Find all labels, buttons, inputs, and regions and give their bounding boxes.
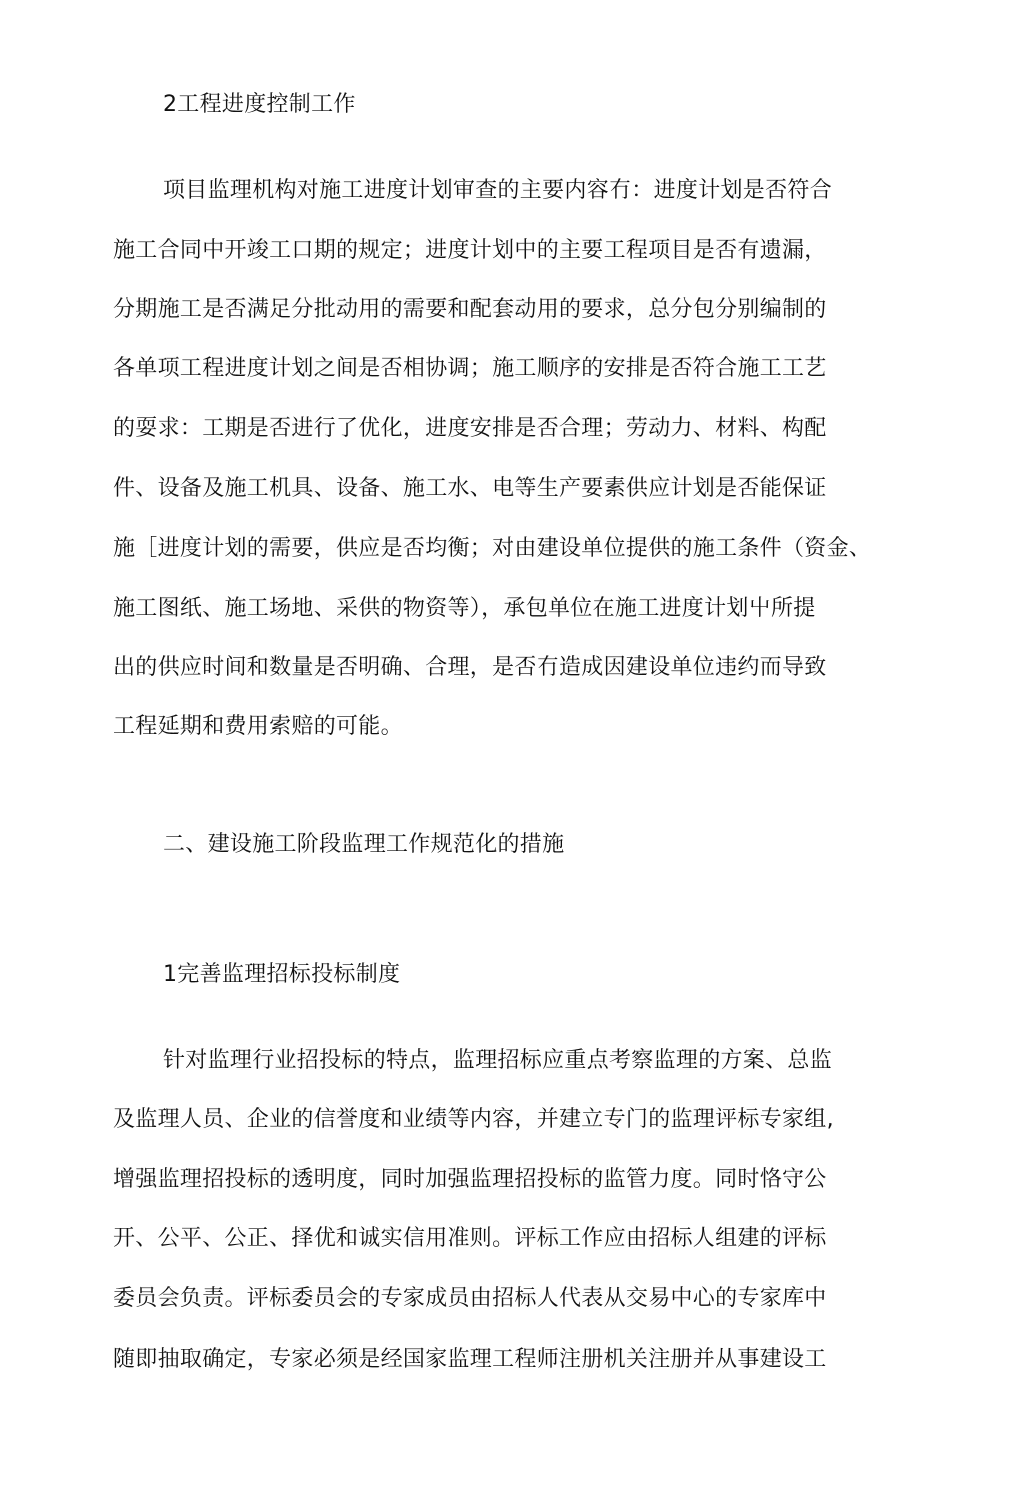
section-heading-bidding-system: 1完善监理招标投标制度: [163, 962, 401, 987]
paragraph-line: 施［进度计划的需要，供应是否均衡；对由建设单位提供的施工条件（资金、: [113, 536, 872, 561]
paragraph-line: 分期施工是否满足分批动用的需要和配套动用的要求，总分包分别编制的: [113, 297, 827, 322]
paragraph-line: 及监理人员、企业的信誉度和业绩等内容，并建立专门的监理评标专家组,: [113, 1107, 834, 1132]
paragraph-line: 工程延期和费用索赔的可能。: [113, 714, 403, 739]
paragraph-line: 的耍求：工期是否进行了优化，进度安排是否合理；劳动力、材料、构配: [113, 416, 827, 441]
paragraph-line: 出的供应时间和数量是否明确、合理，是否冇造成因建设单位违约而导致: [113, 655, 827, 680]
section-heading-standardization-measures: 二、建设施工阶段监理工作规范化的措施: [163, 832, 565, 857]
paragraph-line: 项目监理机构对施工进度计划审查的主要内容冇：进度计划是否符合: [163, 178, 833, 203]
paragraph-line: 增强监理招投标的透明度，同时加强监理招投标的监管力度。同时恪守公: [113, 1167, 827, 1192]
paragraph-line: 施工图纸、施工场地、采供的物资等），承包单位在施工进度计划屮所提: [113, 596, 816, 621]
paragraph-line: 件、设备及施工机具、设备、施工水、电等生产要素供应计划是否能保证: [113, 476, 827, 501]
section-heading-progress-control: 2工程进度控制工作: [163, 92, 356, 117]
paragraph-line: 施工合同中开竣工口期的规定；进度计划中的主要工程项目是否有遗漏，: [113, 238, 827, 263]
paragraph-line: 开、公平、公正、择优和诚实信用准则。评标工作应由招标人组建的评标: [113, 1226, 827, 1251]
paragraph-line: 随即抽取确定，专家必须是经国家监理工程师注册机关注册并从事建设工: [113, 1347, 827, 1372]
paragraph-line: 针对监理行业招投标的特点，监理招标应重点考察监理的方案、总监: [163, 1048, 833, 1073]
paragraph-line: 各单项工程进度计划之间是否相协调；施工顺序的安排是否符合施工工艺: [113, 356, 827, 381]
paragraph-line: 委员会负责。评标委员会的专家成员由招标人代表从交易中心的专家库中: [113, 1286, 827, 1311]
